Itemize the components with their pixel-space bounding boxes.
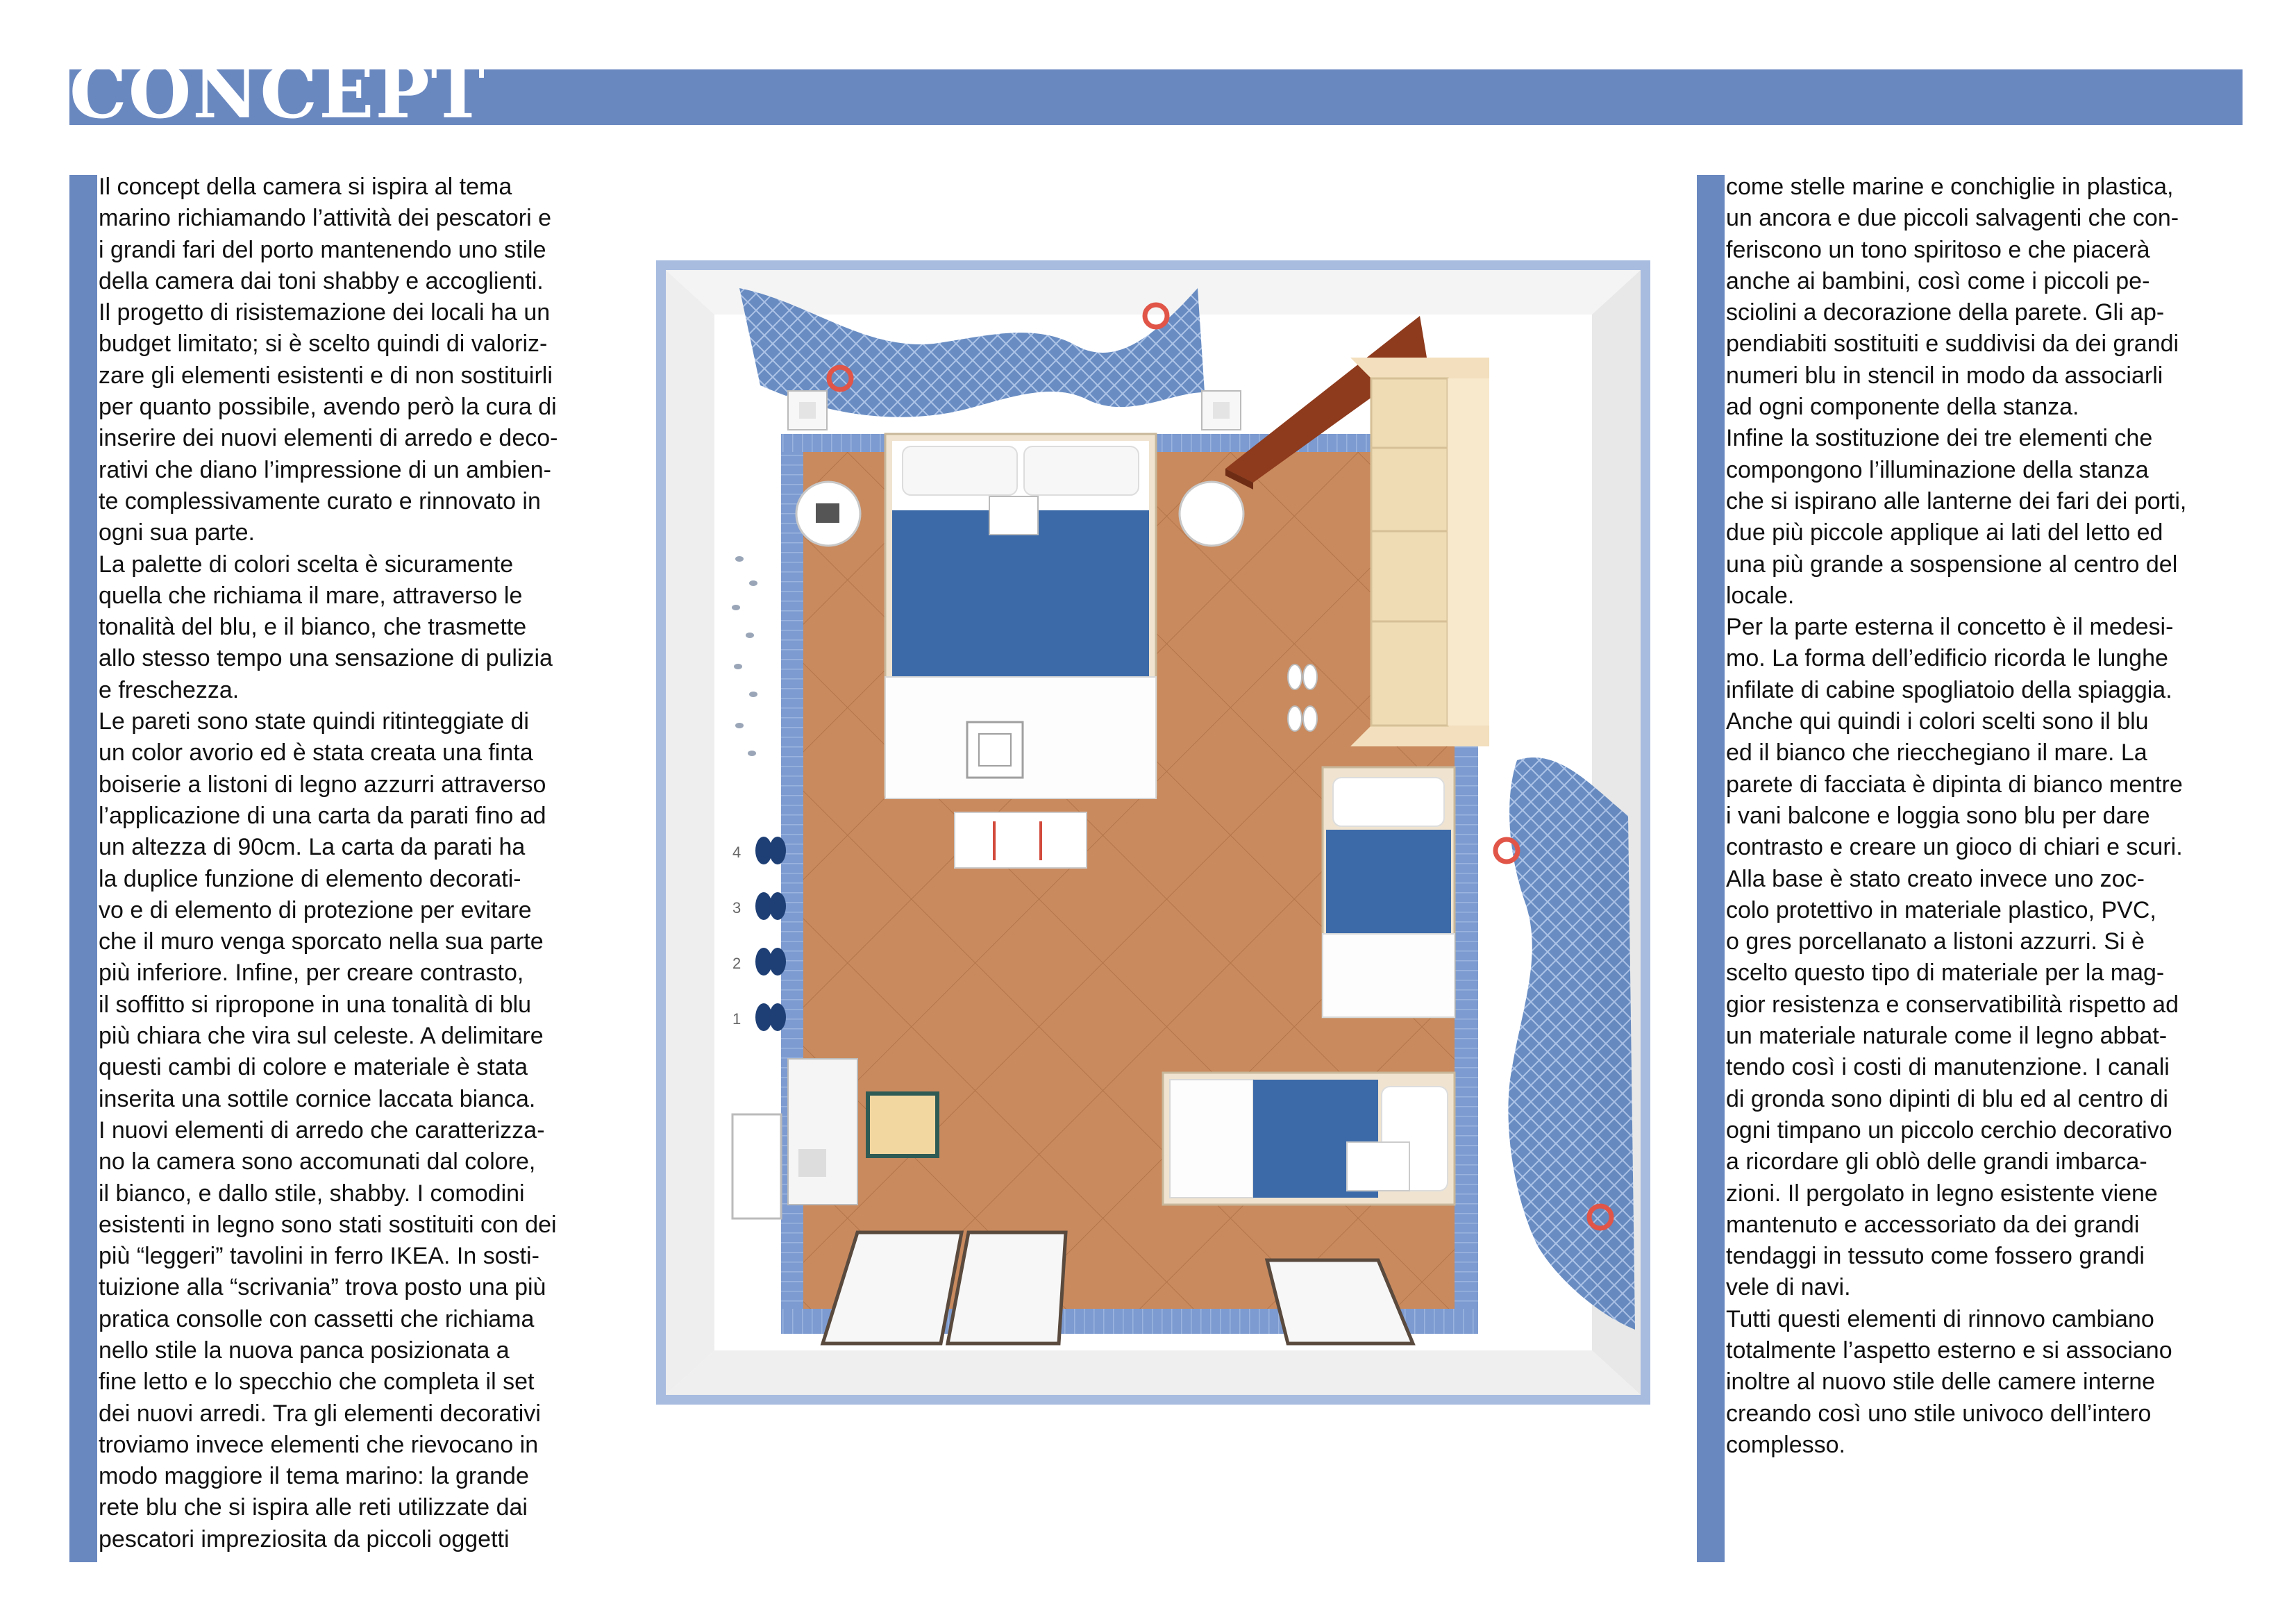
text-line: inserita una sottile cornice laccata bianca. xyxy=(99,1085,536,1112)
text-line: Infine la sostituzione dei tre elementi che xyxy=(1726,425,2153,452)
text-line: più “leggeri” tavolini in ferro IKEA. In sosti- xyxy=(99,1243,539,1270)
single-bed-right xyxy=(1323,767,1455,1017)
text-line: vele di navi. xyxy=(1726,1274,1851,1301)
text-line: fine letto e lo specchio che completa il set xyxy=(99,1368,535,1396)
text-line: e freschezza. xyxy=(99,676,240,703)
text-line: numeri blu in stencil in modo da associarli xyxy=(1726,362,2163,389)
text-line: tonalità del blu, e il bianco, che trasmette xyxy=(99,614,527,641)
text-line: un materiale naturale come il legno abbat- xyxy=(1726,1023,2168,1050)
console xyxy=(788,1059,857,1205)
text-line: l’applicazione di una carta da parati fino ad xyxy=(99,802,546,829)
text-line: pendiabiti sostituiti e suddivisi da dei grandi xyxy=(1726,330,2179,358)
text-line: mantenuto e accessoriato da dei grandi xyxy=(1726,1211,2140,1238)
bench xyxy=(955,812,1087,868)
wardrobe xyxy=(1350,358,1489,746)
text-line: per quanto possibile, avendo però la cura di xyxy=(99,394,557,421)
text-line: feriscono un tono spiritoso e che piacerà xyxy=(1726,236,2150,263)
text-line: parete di facciata è dipinta di bianco mentre xyxy=(1726,771,2183,798)
text-line: infilate di cabine spogliatoio della spiaggia. xyxy=(1726,676,2172,703)
text-line: un altezza di 90cm. La carta da parati ha xyxy=(99,834,526,861)
hook-number-4: 4 xyxy=(732,844,741,861)
text-line: ad ogni componente della stanza. xyxy=(1726,394,2079,421)
right-text-column xyxy=(1726,171,2236,1461)
text-line: Anche qui quindi i colori scelti sono il blu xyxy=(1726,708,2149,735)
text-line: come stelle marine e conchiglie in plastica, xyxy=(1726,174,2174,200)
text-line: due più piccole applique ai lati del letto ed xyxy=(1726,519,2163,546)
text-line: locale. xyxy=(1726,582,1795,609)
text-line: marino richiamando l’attività dei pescatori e xyxy=(99,205,551,232)
text-line: il soffitto si ripropone in una tonalità di blu xyxy=(99,991,532,1018)
text-line: Per la parte esterna il concetto è il medesi- xyxy=(1726,614,2174,641)
hook-number-2: 2 xyxy=(732,955,741,972)
wall-lamp-right xyxy=(1202,391,1241,430)
text-line: tuizione alla “scrivania” trova posto una più xyxy=(99,1274,546,1301)
text-line: I nuovi elementi di arredo che caratterizza- xyxy=(99,1116,545,1144)
left-accent-bar xyxy=(69,175,97,1562)
text-line: Le pareti sono state quindi ritinteggiate di xyxy=(99,708,529,735)
text-line: creando così uno stile univoco dell’intero xyxy=(1726,1400,2152,1427)
room-floor-plan xyxy=(656,260,1650,1405)
text-line: scelto questo tipo di materiale per la mag- xyxy=(1726,960,2165,987)
text-line: quella che richiama il mare, attraverso le xyxy=(99,582,523,609)
text-line: nello stile la nuova panca posizionata a xyxy=(99,1337,510,1364)
text-line: zioni. Il pergolato in legno esistente viene xyxy=(1726,1180,2158,1207)
text-line: ed il bianco che riecchegiano il mare. La xyxy=(1726,739,2147,767)
text-line: un ancora e due piccoli salvagenti che con- xyxy=(1726,205,2179,232)
hook-number-3: 3 xyxy=(732,899,741,916)
chair xyxy=(868,1094,937,1156)
text-line: Il progetto di risistemazione dei locali ha un xyxy=(99,299,551,326)
single-bed-bottom xyxy=(1163,1073,1455,1205)
text-line: ogni sua parte. xyxy=(99,519,255,546)
text-line: a ricordare gli oblò delle grandi imbarca- xyxy=(1726,1148,2147,1175)
left-text-column xyxy=(99,171,612,1555)
text-line: esistenti in legno sono stati sostituiti con dei xyxy=(99,1211,557,1238)
text-line: una più grande a sospensione al centro del xyxy=(1726,551,2178,578)
text-line: la duplice funzione di elemento decorati- xyxy=(99,865,521,892)
text-line: dei nuovi arredi. Tra gli elementi decorativi xyxy=(99,1400,541,1427)
text-line: inoltre al nuovo stile delle camere interne xyxy=(1726,1368,2156,1396)
text-line: più inferiore. Infine, per creare contrasto, xyxy=(99,960,524,987)
text-line: o gres porcellanato a listoni azzurri. Si è xyxy=(1726,928,2145,955)
text-line: pescatori impreziosita da piccoli oggetti xyxy=(99,1525,510,1552)
text-line: modo maggiore il tema marino: la grande xyxy=(99,1463,529,1490)
right-accent-bar xyxy=(1697,175,1725,1562)
text-line: budget limitato; si è scelto quindi di valoriz- xyxy=(99,330,548,358)
text-line: complesso. xyxy=(1726,1431,1845,1458)
page-title: CONCEPT xyxy=(69,49,487,135)
text-line: Il concept della camera si ispira al tema xyxy=(99,174,512,200)
text-line: boiserie a listoni di legno azzurri attraverso xyxy=(99,771,546,798)
text-line: i grandi fari del porto mantenendo uno stile xyxy=(99,236,546,263)
hook-number-1: 1 xyxy=(732,1010,741,1028)
text-line: pratica consolle con cassetti che richiama xyxy=(99,1305,535,1332)
text-line: che il muro venga sporcato nella sua parte xyxy=(99,928,544,955)
text-line: La palette di colori scelta è sicuramente xyxy=(99,551,514,578)
text-line: tendaggi in tessuto come fossero grandi xyxy=(1726,1243,2145,1270)
text-line: te complessivamente curato e rinnovato in xyxy=(99,487,541,514)
text-line: colo protettivo in materiale plastico, PVC, xyxy=(1726,896,2156,923)
text-line: della camera dai toni shabby e accoglienti. xyxy=(99,267,544,294)
text-line: vo e di elemento di protezione per evitare xyxy=(99,896,532,923)
bedside-table-left xyxy=(796,482,860,546)
text-line: il bianco, e dallo stile, shabby. I comodini xyxy=(99,1180,525,1207)
text-line: più chiara che vira sul celeste. A delimitare xyxy=(99,1023,544,1050)
text-line: rativi che diano l’impressione di un ambien- xyxy=(99,456,551,483)
text-line: di gronda sono dipinti di blu ed al centro di xyxy=(1726,1085,2168,1112)
text-line: contrasto e creare un gioco di chiari e scuri. xyxy=(1726,834,2183,861)
text-line: un color avorio ed è stata creata una finta xyxy=(99,739,533,767)
text-line: troviamo invece elementi che rievocano in xyxy=(99,1431,539,1458)
text-line: sciolini a decorazione della parete. Gli ap- xyxy=(1726,299,2165,326)
bedside-table-right xyxy=(1180,482,1243,546)
text-line: inserire dei nuovi elementi di arredo e deco- xyxy=(99,425,558,452)
text-line: allo stesso tempo una sensazione di pulizia xyxy=(99,645,553,672)
text-line: rete blu che si ispira alle reti utilizzate dai xyxy=(99,1494,528,1521)
wall-lamp-left xyxy=(788,391,827,430)
text-line: anche ai bambini, così come i piccoli pe- xyxy=(1726,267,2150,294)
text-line: zare gli elementi esistenti e di non sostituirli xyxy=(99,362,553,389)
text-line: compongono l’illuminazione della stanza xyxy=(1726,456,2149,483)
mirror xyxy=(732,1114,781,1219)
text-line: i vani balcone e loggia sono blu per dare xyxy=(1726,802,2150,829)
text-line: Tutti questi elementi di rinnovo cambiano xyxy=(1726,1305,2154,1332)
text-line: ogni timpano un piccolo cerchio decorativo xyxy=(1726,1116,2172,1144)
double-bed xyxy=(885,434,1156,798)
text-line: totalmente l’aspetto esterno e si associano xyxy=(1726,1337,2172,1364)
text-line: che si ispirano alle lanterne dei fari dei porti, xyxy=(1726,487,2187,514)
text-line: tendo così i costi di manutenzione. I canali xyxy=(1726,1054,2170,1081)
text-line: questi cambi di colore e materiale è stata xyxy=(99,1054,528,1081)
text-line: Alla base è stato creato invece uno zoc- xyxy=(1726,865,2145,892)
text-line: no la camera sono accomunati dal colore, xyxy=(99,1148,536,1175)
text-line: mo. La forma dell’edificio ricorda le lunghe xyxy=(1726,645,2168,672)
text-line: gior resistenza e conservatibilità rispetto ad xyxy=(1726,991,2179,1018)
